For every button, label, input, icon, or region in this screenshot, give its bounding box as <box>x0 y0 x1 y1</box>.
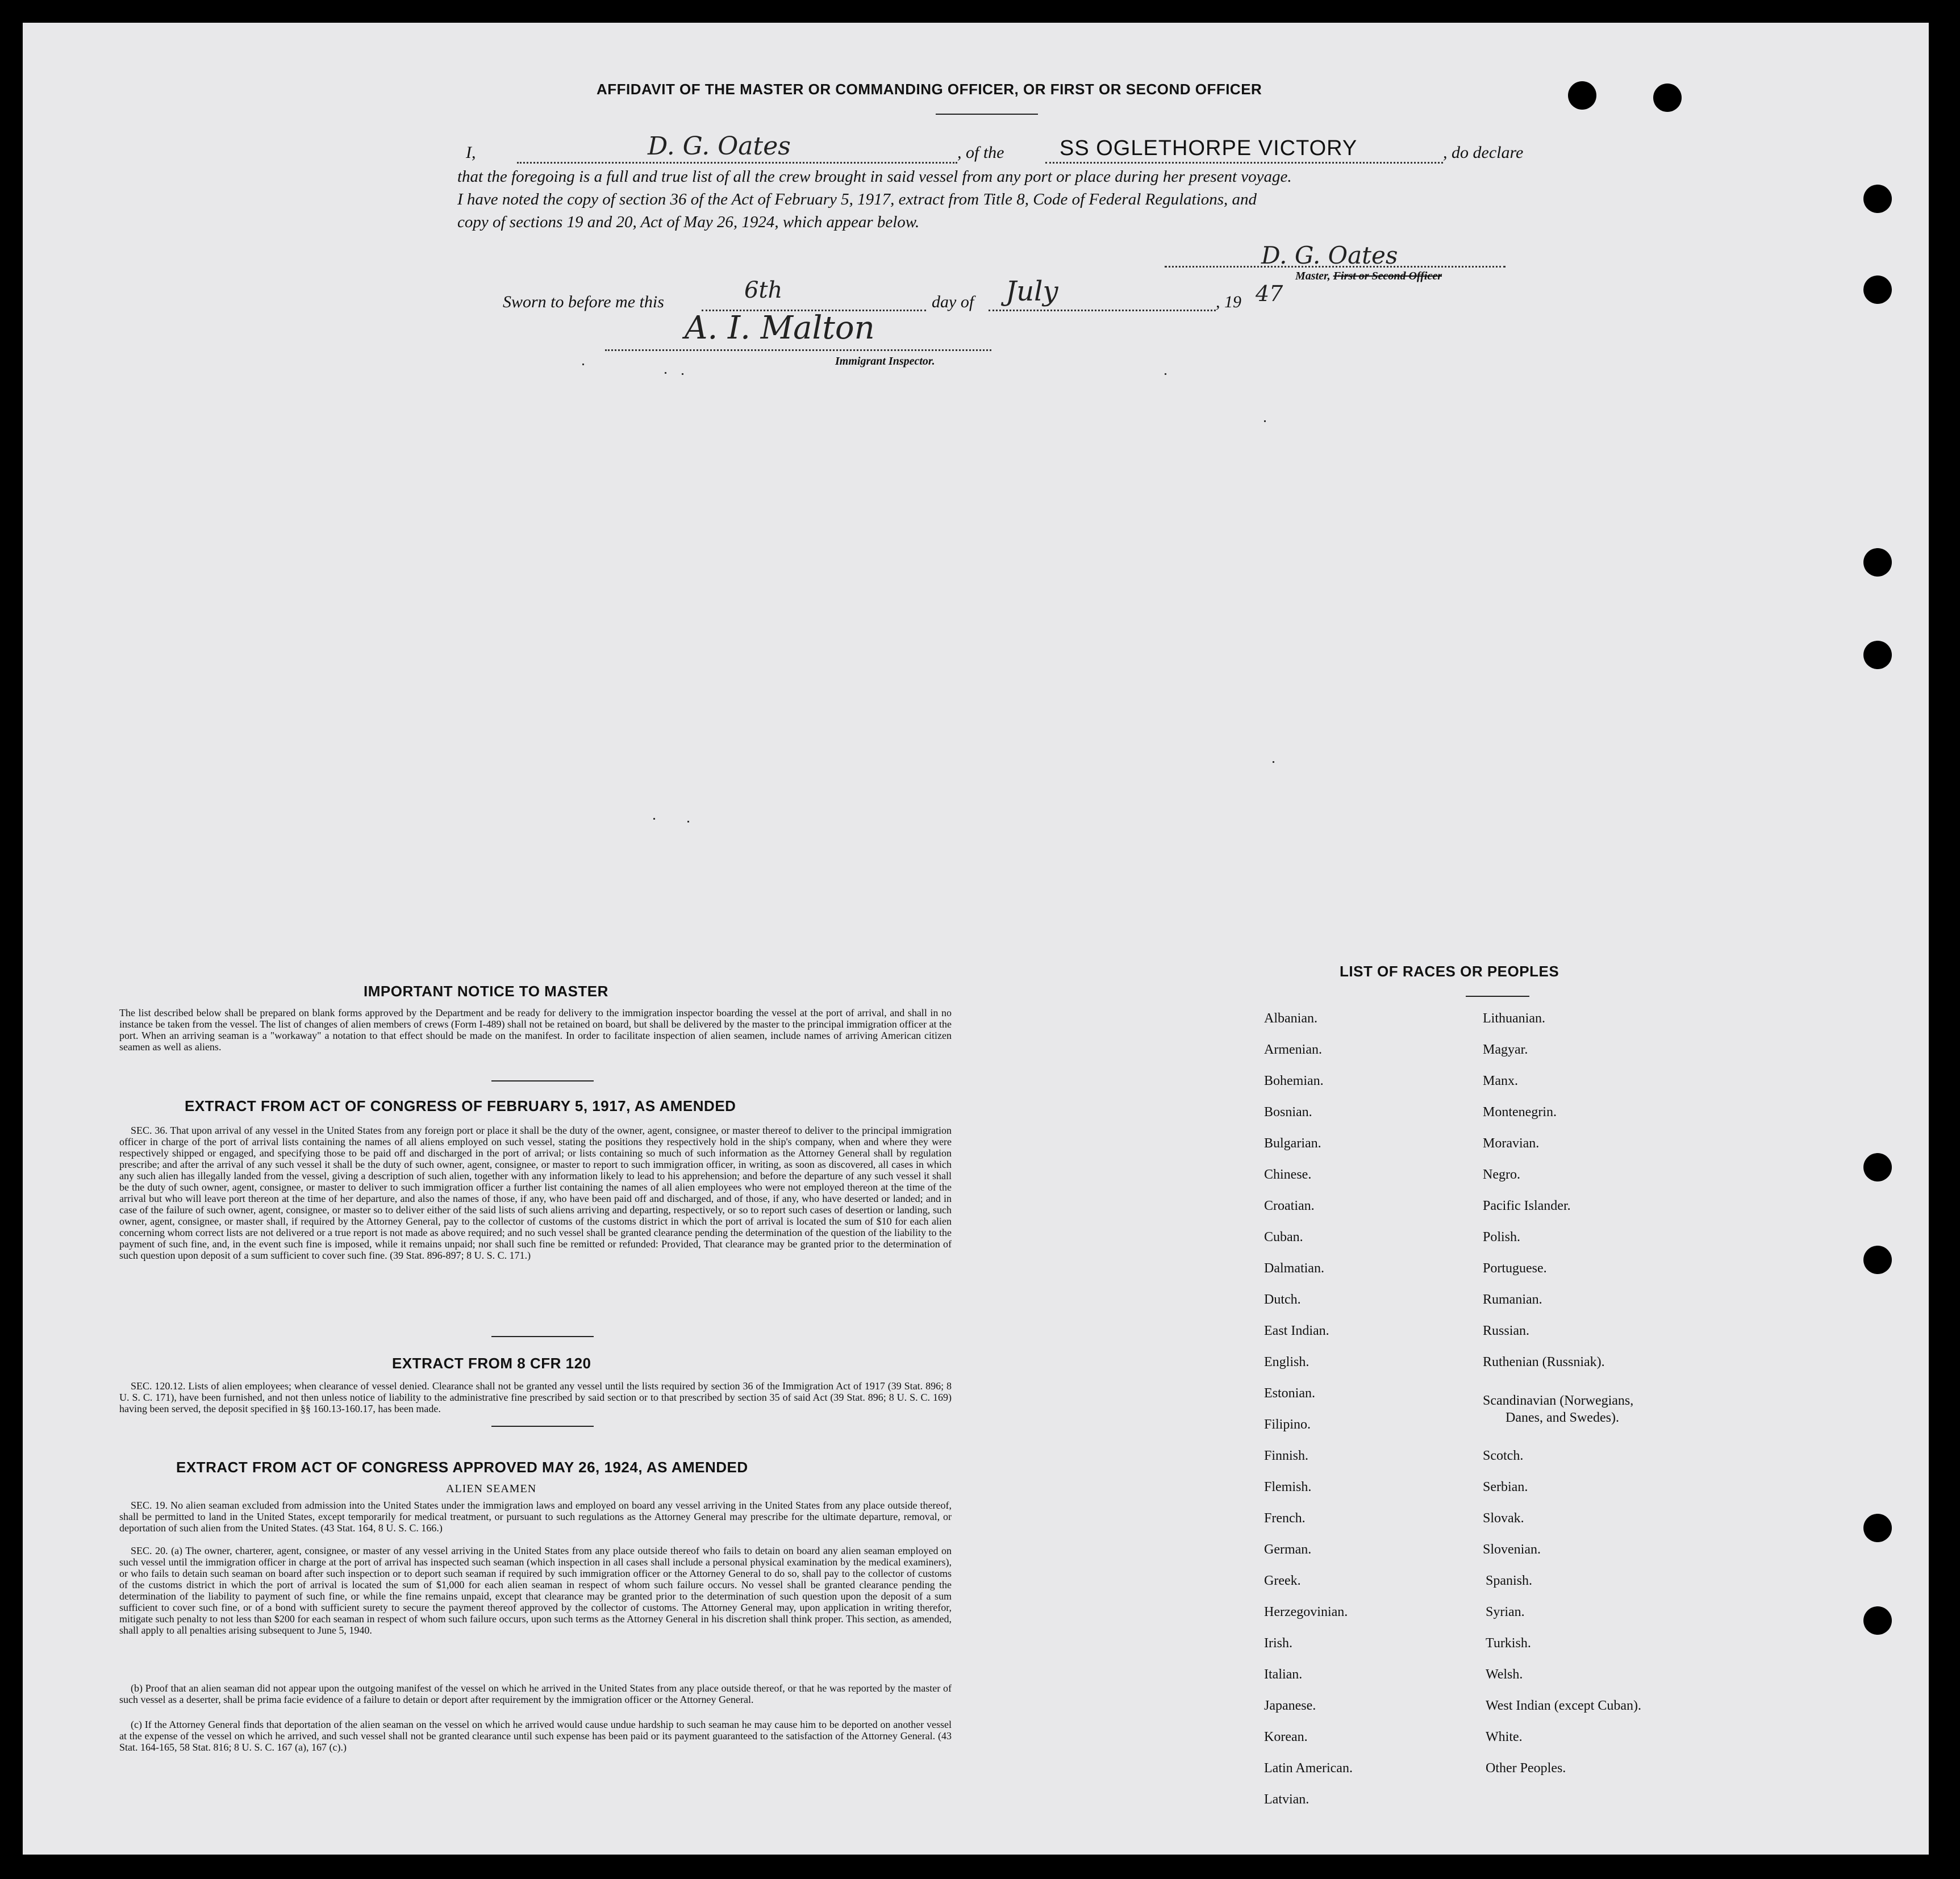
master-signature: D. G. Oates <box>1261 241 1398 269</box>
sworn-day: 6th <box>744 277 783 303</box>
race-item: Moravian. <box>1483 1136 1540 1151</box>
race-item: Bohemian. <box>1264 1074 1324 1088</box>
race-item: Spanish. <box>1486 1573 1533 1588</box>
race-item: Manx. <box>1483 1074 1518 1088</box>
extract-1924-sec20c: (c) If the Attorney General finds that deportation of the alien seaman on the vessel on which he arrived would cause undue hardship to such seaman he may cause him to be deported on another vessel at the expense of the vessel on which he arrived, and such vessel shall not be granted clearance until such expense has been paid or its payment guaranteed to the satisfaction of the Attorney General. (43 Stat. 164-165, 58 Stat. 816; 8 U. S. C. 167 (a), 167 (c).) <box>119 1719 952 1753</box>
race-item: Estonian. <box>1264 1386 1315 1401</box>
race-item: Flemish. <box>1264 1480 1312 1494</box>
extract-cfr-title: EXTRACT FROM 8 CFR 120 <box>392 1355 591 1372</box>
punch-hole <box>1863 185 1892 213</box>
scan-speck <box>1264 420 1266 422</box>
extract-1917-body: SEC. 36. That upon arrival of any vessel in the United States from any foreign port or place it shall be the duty of the owner, agent, consignee, or master thereof to deliver to the principal immigration officer in charge of the port of arrival lists containing the names of all aliens employed on such vessel, stating the positions they respectively hold in the ship's company, when and where they were respectively shipped or engaged, and specifying those to be paid off and discharged in the port of arrival; or lists containing so much of such information as the Attorney General shall by regulation prescribe; and after the arrival of any such vessel it shall be the duty of such owner, agent, consignee, or master to report to such immigration officer, in writing, as soon as discovered, all cases in which any such alien has illegally landed from the vessel, giving a description of such alien, together with any information likely to lead to his apprehension; and before the departure of any such vessel it shall be the duty of such owner, agent, consignee, or master to deliver to such immigration officer a further list containing the names of all alien employees who were not employed thereon at the time of the arrival but who will leave port thereon at the time of her departure, and also the names of those, if any, who have been paid off and discharged, and of those, if any, who have deserted or landed; and in case of the failure of such owner, agent, consignee, or master so to deliver either of the said lists of such aliens arriving and departing, respectively, or so to report such cases of desertion or landing, such owner, agent, consignee, or master shall, if required by the Attorney General, pay to the collector of customs of the customs district in which the port of arrival is located the sum of $10 for each alien concerning whom correct lists are not delivered or a true report is not made as above required; and no such vessel shall be granted clearance pending the determination of the question of the liability to the payment of such fine, and, in the event such fine is imposed, while it remains unpaid; nor shall such fine be remitted or refunded: Provided, That clearance may be granted prior to the determination of such question upon deposit of a sum sufficient to cover such fine. (39 Stat. 896-897; 8 U. S. C. 171.) <box>119 1125 952 1261</box>
race-item: Latvian. <box>1264 1792 1310 1807</box>
race-item: Croatian. <box>1264 1199 1315 1213</box>
document-page <box>23 23 1929 1855</box>
race-item: Greek. <box>1264 1573 1301 1588</box>
master-signature-line <box>1165 266 1506 268</box>
vessel-line <box>1045 162 1443 164</box>
race-item: Syrian. <box>1486 1605 1525 1619</box>
declarant-line <box>517 162 957 164</box>
race-item: Slovenian. <box>1483 1542 1541 1557</box>
punch-hole <box>1653 83 1682 112</box>
scan-speck <box>1165 373 1166 375</box>
scan-speck <box>687 821 689 822</box>
race-item: Russian. <box>1483 1323 1530 1338</box>
race-item: French. <box>1264 1511 1306 1526</box>
race-item: Serbian. <box>1483 1480 1528 1494</box>
race-item: Pacific Islander. <box>1483 1199 1571 1213</box>
scan-speck <box>582 364 584 365</box>
extract-1924-sec20a: SEC. 20. (a) The owner, charterer, agent, consignee, or master of any vessel arriving in the United States from any place outside thereof who fails to detain on board any alien seaman employed on such vessel until the immigration officer in charge at the port of arrival has inspected such seaman (which inspection in all cases shall include a personal physical examination by the medical examiners), or who fails to detain such seaman on board after such inspection or to deport such seaman if required by such immigration officer or the Attorney General to do so, shall pay to the collector of customs of the customs district in which the port of arrival is located the sum of $1,000 for each alien seaman in respect of whom such failure occurs. No vessel shall be granted clearance pending the determination of the liability to payment of such fine, or while the fine remains unpaid, except that clearance may be granted prior to the determination of such question upon the deposit of a sum sufficient to cover such fine, or of a bond with sufficient surety to secure the payment thereof approved by the collector of customs. The Attorney General may, upon application in writing therefor, mitigate such penalty to not less than $200 for each seaman in respect of whom such failure occurs, upon such terms as the Attorney General in his discretion shall think proper. This section, as amended, shall apply to all penalties arising subsequent to June 5, 1940. <box>119 1545 952 1636</box>
race-item: Armenian. <box>1264 1042 1322 1057</box>
race-item: Bosnian. <box>1264 1105 1312 1120</box>
race-item: Other Peoples. <box>1486 1761 1566 1776</box>
punch-hole <box>1568 81 1596 110</box>
sworn-year: 47 <box>1256 281 1283 306</box>
inspector-label: Immigrant Inspector. <box>835 355 935 368</box>
of-the-label: , of the <box>957 143 1004 162</box>
race-item: Ruthenian (Russniak). <box>1483 1355 1605 1369</box>
race-item: Rumanian. <box>1483 1292 1542 1307</box>
race-item: East Indian. <box>1264 1323 1329 1338</box>
race-item: Chinese. <box>1264 1167 1312 1182</box>
extract-1924-sec19: SEC. 19. No alien seaman excluded from admission into the United States under the immigration laws and employed on board any vessel arriving in the United States from any place outside thereof, shall be permitted to land in the United States, except temporarily for medical treatment, or pursuant to such regulations as the Attorney General may prescribe for the ultimate departure, removal, or deportation of such alien from the United States. (43 Stat. 164, 8 U. S. C. 166.) <box>119 1500 952 1534</box>
race-item: Finnish. <box>1264 1448 1309 1463</box>
race-item: Filipino. <box>1264 1417 1311 1432</box>
vessel-name: SS OGLETHORPE VICTORY <box>1060 136 1358 160</box>
race-item: Lithuanian. <box>1483 1011 1545 1026</box>
declarant-signature: D. G. Oates <box>648 132 791 161</box>
race-item: Montenegrin. <box>1483 1105 1557 1120</box>
race-item: Herzegovinian. <box>1264 1605 1348 1619</box>
race-item: Italian. <box>1264 1667 1303 1682</box>
race-item: Japanese. <box>1264 1698 1316 1713</box>
sworn-label: Sworn to before me this <box>503 293 664 311</box>
race-item: Dutch. <box>1264 1292 1301 1307</box>
notice-divider <box>491 1080 594 1082</box>
race-item: Scandinavian (Norwegians, <box>1483 1393 1634 1408</box>
scan-speck <box>1273 761 1274 763</box>
race-item: Albanian. <box>1264 1011 1317 1026</box>
sworn-month-line <box>989 310 1216 311</box>
extract-cfr-body: SEC. 120.12. Lists of alien employees; when clearance of vessel denied. Clearance shall not be granted any vessel until the lists required by section 36 of the Immigration Act of 1917 (39 Stat. 896; 8 U. S. C. 171), have been furnished, and not then unless notice of liability to the administrative fine prescribed by said section or to that prescribed by section 35 of said Act (39 Stat. 896; 8 U. S. C. 169) having been served, the deposit specified in §§ 160.13-160.17, has been made. <box>119 1380 952 1414</box>
year-prefix: , 19 <box>1216 293 1241 311</box>
race-item: Bulgarian. <box>1264 1136 1321 1151</box>
punch-hole <box>1863 1606 1892 1635</box>
punch-hole <box>1863 548 1892 577</box>
scan-speck <box>682 373 683 375</box>
punch-hole <box>1863 275 1892 304</box>
race-item: Welsh. <box>1486 1667 1523 1682</box>
struck-officer-label: First or Second Officer <box>1333 270 1442 282</box>
affidavit-i-label: I, <box>466 143 476 162</box>
scan-speck <box>653 818 655 820</box>
race-item: Dalmatian. <box>1264 1261 1324 1276</box>
extract-1924-title: EXTRACT FROM ACT OF CONGRESS APPROVED MAY 26, 1924, AS AMENDED <box>176 1459 748 1476</box>
race-item: Irish. <box>1264 1636 1292 1651</box>
race-item: Magyar. <box>1483 1042 1528 1057</box>
race-item: Cuban. <box>1264 1230 1303 1245</box>
extract-1917-divider <box>491 1336 594 1337</box>
race-item: White. <box>1486 1730 1523 1744</box>
race-item: Portuguese. <box>1483 1261 1547 1276</box>
affidavit-line-3: I have noted the copy of section 36 of the Act of February 5, 1917, extract from Title 8, Code of Federal Regulations, and <box>457 190 1257 208</box>
race-item: Korean. <box>1264 1730 1308 1744</box>
extract-1924-subtitle: ALIEN SEAMEN <box>446 1483 537 1495</box>
punch-hole <box>1863 1514 1892 1542</box>
race-item: Turkish. <box>1486 1636 1531 1651</box>
races-title: LIST OF RACES OR PEOPLES <box>1340 963 1559 980</box>
races-divider <box>1466 996 1529 997</box>
race-item: Danes, and Swedes). <box>1506 1410 1619 1425</box>
sworn-month: July <box>1006 275 1058 307</box>
race-item: Scotch. <box>1483 1448 1524 1463</box>
race-item: English. <box>1264 1355 1310 1369</box>
declare-label: , do declare <box>1443 143 1524 162</box>
scan-speck <box>665 372 666 374</box>
inspector-line <box>605 349 991 351</box>
affidavit-line-2: that the foregoing is a full and true list of all the crew brought in said vessel from any port or place during her present voyage. <box>457 168 1292 186</box>
punch-hole <box>1863 1246 1892 1274</box>
race-item: Latin American. <box>1264 1761 1353 1776</box>
notice-title: IMPORTANT NOTICE TO MASTER <box>364 983 608 1000</box>
punch-hole <box>1863 1153 1892 1181</box>
race-item: German. <box>1264 1542 1312 1557</box>
punch-hole <box>1863 641 1892 669</box>
inspector-signature: A. I. Malton <box>685 310 875 346</box>
master-label-text: Master, <box>1295 270 1331 282</box>
affidavit-title: AFFIDAVIT OF THE MASTER OR COMMANDING OFFICER, OR FIRST OR SECOND OFFICER <box>597 81 1262 98</box>
extract-cfr-divider <box>491 1426 594 1427</box>
race-item: Negro. <box>1483 1167 1520 1182</box>
race-item: Polish. <box>1483 1230 1521 1245</box>
notice-body: The list described below shall be prepared on blank forms approved by the Department and be ready for delivery to the immigration inspector boarding the vessel at the port of arrival, and shall in no instance be taken from the vessel. The list of changes of alien members of crews (Form I-489) shall not be retained on board, but shall be delivered by the master to the principal immigration officer at the port. When an arriving seaman is a "workaway" a notation to that effect should be made on the manifest. In order to facilitate inspection of alien seamen, include names of arriving American citizen seamen as well as aliens. <box>119 1007 952 1053</box>
extract-1924-sec20b: (b) Proof that an alien seaman did not appear upon the outgoing manifest of the vessel on which he arrived in the United States from any place outside thereof, or that he was reported by the master of such vessel as a deserter, shall be prima facie evidence of a failure to detain or deport after requirement by the immigration officer or the Attorney General. <box>119 1682 952 1705</box>
master-label <box>1295 270 1442 283</box>
affidavit-line-4: copy of sections 19 and 20, Act of May 26, 1924, which appear below. <box>457 213 920 231</box>
extract-1917-title: EXTRACT FROM ACT OF CONGRESS OF FEBRUARY 5, 1917, AS AMENDED <box>185 1097 736 1114</box>
race-item: Slovak. <box>1483 1511 1524 1526</box>
title-divider <box>936 114 1038 115</box>
day-of-label: day of <box>932 293 974 311</box>
race-item: West Indian (except Cuban). <box>1486 1698 1641 1713</box>
